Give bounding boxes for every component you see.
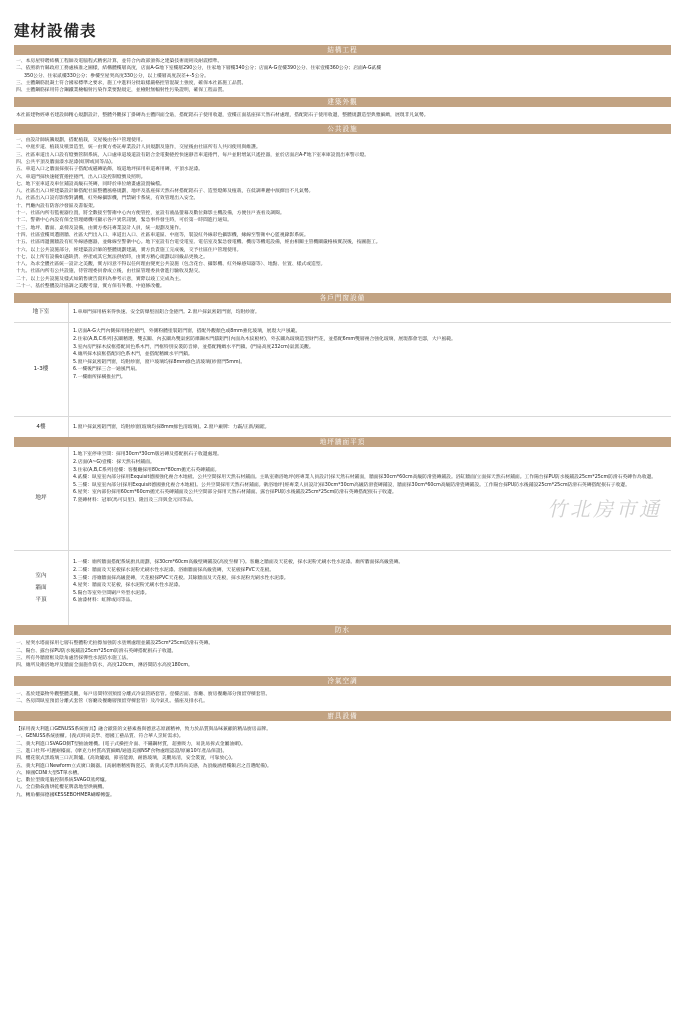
row-label bbox=[14, 551, 69, 625]
row-content bbox=[69, 551, 671, 625]
row-line: 1.一樓：廁所牆面搭配系統廚具規劃，採30cm*60cm高級壁磚鋪設(高度至樑下)。客廳之牆面及天花板，採水泥粉光刷水性水泥漆。廁所牆面採高級瓷磚。 bbox=[73, 560, 404, 566]
finishes-row-walls bbox=[14, 551, 671, 625]
list-item: 五、車道入口之牆面採抿石子搭配或磁磚貼飾，坡道地坪採用車道專用磚，平頂水泥漆。 bbox=[16, 167, 204, 173]
row-line: 4.屋突：牆面及天花板，採水泥粉光刷水性水泥漆。 bbox=[73, 583, 184, 589]
facade-text: 本社區建物經專名建設師精心規劃設計，整體外觀採丁掛磚為主體四面全貼，搭配鋁石子使用收邊，壹樓正面基座採天然石材處理，搭配鋁石子使用收邊，整體規劃造型典雅細緻，展現非凡氣勢。 bbox=[16, 113, 429, 119]
list-item: 十八、為求全體社區統一設計之美觀，實方同意不得以任何理由變更公共設施（包含花台、攝影機、紅外線感知器等）、地點、位置、樣式或造型。 bbox=[16, 262, 326, 268]
row-content bbox=[69, 303, 671, 322]
list-item: 二、依照新竹縣政府工務處核准之圖樣，結構體樓層高度，店面A-G地下室樓層290公分，住家地下層樓340公分；店面A-G壹樓390公分、住家壹樓360公分；店面A-G貳樓 bbox=[16, 66, 382, 72]
row-line: 3.三樓：浴廁牆面採高級瓷磚，天花板採PVC天花板。其餘牆面及天花板，採水泥粉光刷水性水泥漆。 bbox=[73, 575, 289, 581]
waterproof-list bbox=[14, 635, 671, 675]
section-header-facade: 建築外觀 bbox=[14, 97, 671, 107]
row-line: 3.住家(A,B,C系列)壹樓：客餐廳採用80cm*80cm拋光石英磚鋪面。 bbox=[73, 467, 220, 473]
list-item: 四、主體鋼筋採用符合鋼鐵業檢輻射污染作業要點規定，並檢附無輻射性污染證明，確保工程品質。 bbox=[16, 88, 228, 94]
doors-row-basement bbox=[14, 303, 671, 323]
row-content bbox=[69, 323, 671, 416]
list-item: 四、公共平頂及牆面漆水泥漆(虹牌或同等品)。 bbox=[16, 159, 116, 165]
list-item: 十九、社區內所有公共設施，待管理委員會成立後，由社區管理委員會進行驗收及點交。 bbox=[16, 269, 204, 275]
list-item: 八、全自動殺菌烘乾櫻花牌落地型烘碗機。 bbox=[16, 785, 108, 791]
list-item: 三、主體鋼筋混凝土符合國家標準之要求，施工中進料分批取樣嚴格控管混凝土強度，確保本社區施工品質。 bbox=[16, 80, 247, 86]
structure-list bbox=[14, 55, 671, 97]
list-item: 十一、社區內所有監視器位置，將全數接至警衛中心內方便管控，並設有液晶螢幕及數位錄影主機設備，方便住戶查看及調閱。 bbox=[16, 211, 285, 217]
kitchen-list bbox=[14, 721, 671, 802]
row-line: 7.瓷磚材料：冠軍(馬可貝里)、隆昌及三洋與金元同等品。 bbox=[73, 497, 197, 503]
list-item: 350公分、住家貳樓330公分；參樓至屋突高度330公分，以上樓層高度誤差+-5公分。 bbox=[24, 73, 209, 79]
section-header-public: 公共設施 bbox=[14, 124, 671, 134]
row-label-line: 平頂 bbox=[35, 597, 47, 604]
ac-list bbox=[14, 686, 671, 712]
list-item: 九、社區出入口設有影像對講機，紅外線攝影機，門禁刷卡系統，有效管理出入安全。 bbox=[16, 196, 199, 202]
list-item: 一、基於建築物外觀整體美觀，每戶房間特別預留分離式冷氣管路套管。壹樓店面、客廳、廚房餐廳部分預留穿樑套管。 bbox=[16, 691, 271, 697]
row-content bbox=[69, 417, 671, 437]
row-line: 6.油漆材料：虹牌或同等品。 bbox=[73, 598, 136, 604]
row-line: 1.車庫門採用格來得快速、安全防爆堅固鋁合金捲門。2.窗戶採氣密鋁門窗，均附紗窗。 bbox=[73, 310, 260, 316]
list-item: 十、門廳內設有防客沙發區及書報架。 bbox=[16, 203, 98, 209]
list-item: 三、社區車道出入口設有燈號管制系統，入口處車道坡道設有鋁合金電動捲控快速靜音車道捲門，每戶並附增氣只遙控器，並於店面店A-F地下室車庫設置出車警示燈。 bbox=[16, 152, 370, 158]
row-line: 1.店面A-G大門內側採用捲控捲門，外側粉體塗裝鋁門窗，搭配外觀顏色或8mm強化玻璃，展現大戶風範。 bbox=[73, 329, 301, 335]
list-item: 四、櫻花嵌式黑玻璃三口瓦斯爐。(高效爐頭，節省能源，耐熱玻璃，美觀易清，安全裝置，可靠放心)。 bbox=[16, 756, 236, 762]
list-item: 十五、社區周邊圍牆設有紅外線感應器，並緣線至警衛中心。地下室設有台電受電室、電信室及緊急發電機、機房等機電設備，經由相關主管機關嚴格核實誤後，按圖施工。 bbox=[16, 240, 381, 246]
list-item: 一、由設計師統籌規劃，搭配植栽，交屋後由各戶管理使用。 bbox=[16, 138, 146, 144]
section-header-ac: 冷氣空調 bbox=[14, 676, 671, 686]
row-line: 4.貳樓：臥室室內部分採用Exquisit德國強化複合木地板。公共空間採用天然石材鋪面。主臥室衛浴地坪(經專業人員設計)採天然石材鋪面，牆面採30cm*60cm高級防滑瓷磚鋪設。浴缸牆面/立面採天然石材鋪面。工作陽台採PU防水後鋪設25cm*25cm防滑石英磚作為收邊。 bbox=[73, 475, 657, 481]
section-header-doors: 各戶門窗設備 bbox=[14, 293, 671, 303]
list-item: 八、社區出入口經建築設計師搭配社區整體風格規劃，地坪及基座採天然石材搭配鋁石子、造型燈飾及植栽，在低調華麗中演繹出不凡氣勢。 bbox=[16, 189, 314, 195]
row-label: 4樓 bbox=[14, 417, 69, 437]
list-item: 一、屋突水塔面採用七層石整體粉光拍擦加強防水塗劑處理並鋪設25cm*25cm防滑石英磚。 bbox=[16, 641, 214, 647]
row-label: 地下室 bbox=[14, 303, 69, 322]
row-line: 5.窗戶採氣密鋁門窗，均附紗窗，窗戶玻璃均採8mm綠色清玻璃(紗窗門5mm)。 bbox=[73, 359, 246, 365]
section-header-waterproof: 防水 bbox=[14, 625, 671, 635]
section-header-kitchen: 廚具設備 bbox=[14, 711, 671, 721]
list-item: 四、廁所及衛浴地坪及牆面全面施作防水，高度120cm，淋浴間防水高度180cm。 bbox=[16, 663, 193, 669]
list-item: 二、陽台、露台採PU防水後鋪設25cm*25cm防滑石英磚搭配抿石子收邊。 bbox=[16, 648, 177, 654]
row-label: 1-3樓 bbox=[14, 323, 69, 416]
row-line: 6.屋突：室內部份採用60cm*60cm拋光石英磚鋪面及公共空間部分採用天然石材鋪面。露台採PU防水後鋪設25cm*25cm防滑石英磚搭配抿石子收邊。 bbox=[73, 490, 397, 496]
doors-row-floors-1-3 bbox=[14, 323, 671, 417]
section-header-finishes: 地坪牆面平頂 bbox=[14, 437, 671, 447]
row-line: 2.住家(A,B,C系列)玄關精選，雙玄關、內玄關為雙氣密防爆鋼木門鑄鋁門(內面為木紋板材)，外玄關為玻璃造型財門花，並搭配6mm雙層複合強化玻璃，展現都會宅邸，大戶風範。 bbox=[73, 336, 456, 342]
page-title: 建材設備表 bbox=[14, 21, 97, 40]
row-line: 5.三樓：臥室室內部分(採用Exquisit德國強化複合木地板)。公共空間採用天然石材鋪面。衛浴地坪(經專業人員設計)採30cm*30cm高級防滑瓷磚鋪設，牆面採30cm*60cm高級防滑瓷磚鋪設。工作陽台採PU防水後鋪設25cm*25cm防滑石英磚搭配抿石子收邊。 bbox=[73, 482, 630, 488]
list-item: 七、數位型微電腦控制系統SVAGO蒸烤爐。 bbox=[16, 778, 110, 784]
row-label-line: 牆面 bbox=[35, 585, 47, 592]
public-facilities-list bbox=[14, 134, 671, 293]
doors-row-floor-4 bbox=[14, 417, 671, 437]
list-item: 十二、警衛中心內設有保全管理總機可顯示各戶異常訊號，緊急事件發生時，可於第一時間進行通知。 bbox=[16, 218, 232, 224]
list-item: 十三、地坪、牆面、桌椅及設備，由實方委託專業設計人員，統一規劃及施作。 bbox=[16, 225, 184, 231]
row-line: 5.陽台等室外空間刷戶外型水泥漆。 bbox=[73, 590, 150, 596]
list-item: 六、韓國CONI大型ST單水槽。 bbox=[16, 770, 83, 776]
list-item: 十四、社區壹樓周遭圍牆、社區大門出入口、車道出入口、社區車道區、中庭等，裝設紅外線彩色攝影機，緣線至警衛中心監視錄影系統。 bbox=[16, 232, 309, 238]
list-item: 十六、以上公共設施部分，經建築設計師的整體規劃建議，實方負責施工完成後，交予社區住戶管理使用。 bbox=[16, 247, 242, 253]
list-item: 五、義大利進口Newform立式廣口鍋器。(高耐磨精密陶瓷芯，新義式美學具時尚美感，為頂級涵碧樓飯店之首選配備)。 bbox=[16, 763, 272, 769]
list-item: 一、GENUSS系統廚櫃。(義式時尚美學、德國工藝品質、符合華人烹飪需求)。 bbox=[16, 734, 184, 740]
list-item: 二十一、基於整體設計協調之美觀考量，實方保有外觀、中庭修改權。 bbox=[16, 284, 165, 290]
row-label-line: 室內 bbox=[35, 573, 47, 580]
row-line: 6.一樓後門採三合一通風門扇。 bbox=[73, 367, 140, 373]
list-item: 六、車道門採快速軽質捲控捲門，出入口設控制燈號及照明。 bbox=[16, 174, 146, 180]
list-item: 七、地下室車道及車位鋪設高級石英磚，同時於車位繪畫處設置輪檔。 bbox=[16, 181, 165, 187]
list-item: 九、轉角櫃採德國KESSEBÖHMER蝴蝶轉盤。 bbox=[16, 792, 115, 798]
list-item: 二、各房間臥室預留分離式套管（客廳及餐廳層預留穿樑套管）及冷氣孔、插座及排水孔。 bbox=[16, 698, 208, 704]
list-item: 【採用義大利進口GENUSS系統廚具】融合歐陸的文藝素養與德意志原創精神，致力於品質與品味兼顧的精品廚房品牌。 bbox=[16, 727, 271, 733]
list-item: 一、本房屋特聘結構工程師及電腦程式精密計算，並符合內政部頒佈之建築技術規則及耐震標準。 bbox=[16, 59, 223, 64]
list-item: 三、進口杜邦-可麗耐檯面。(摩克力材質高質細緻/通過美國NSF食物處理認證/原廠10年產品保證)。 bbox=[16, 748, 228, 754]
list-item: 三、所有外牆窗框及陰角處皆採彈性水泥防水施工法。 bbox=[16, 655, 132, 661]
row-line: 3.室內房門採木紋框搭配同色系木門，門框特別安裝防音條，並搭配精緻水平門鎖。(門扇高度232cm)氣派美觀。 bbox=[73, 344, 314, 350]
row-line: 4.廁所採木紋框搭配同色系木門，並搭配精緻水平門鎖。 bbox=[73, 352, 193, 358]
list-item: 二、中庭步道、植栽及噴景造型，統一由實方委託專業設計人員規劃及施作，交屋後由社區所有人共同使用與維護。 bbox=[16, 145, 261, 151]
row-line: 2.店面(A~G)壹樓：採天然石材鋪面。 bbox=[73, 459, 155, 465]
list-item: 十七、以上所有設備如遇缺貨、停產或其它無法供給時，由實方精心規劃以同級品更換之。 bbox=[16, 254, 208, 260]
row-label: 地坪 bbox=[14, 447, 69, 550]
row-line: 7.一樓廁所採橫推拉門。 bbox=[73, 374, 126, 380]
list-item: 二、義大利進口SVAGO側T型抽油煙機。(電子式操控介面、不鏽鋼材質，超強吸力，易洗易拆式金屬油網)。 bbox=[16, 741, 246, 747]
list-item: 二十、以上公共設施及樣式如銷售廣告資料為參考示意，實際以竣工完成為主。 bbox=[16, 276, 184, 282]
row-label-text bbox=[35, 570, 46, 606]
row-line: 1.地下室停車空間：採用30cm*30cm版岩磚及搭配抿石子收邊處理。 bbox=[73, 452, 222, 458]
watermark: 竹北房市通 bbox=[547, 497, 662, 521]
row-line: 2.二樓：牆面及天花板採水泥粉光刷水性水泥漆。浴廁牆面採高級瓷磚，天花板採PVC天花板。 bbox=[73, 567, 275, 573]
row-line: 1.窗戶採氣密鋁門窗，均附紗窗(玻璃均採8mm綠色清玻璃)。2.窗戶廠牌：力霸/正新/錦鋐。 bbox=[73, 424, 270, 430]
section-header-structure: 結構工程 bbox=[14, 45, 671, 55]
